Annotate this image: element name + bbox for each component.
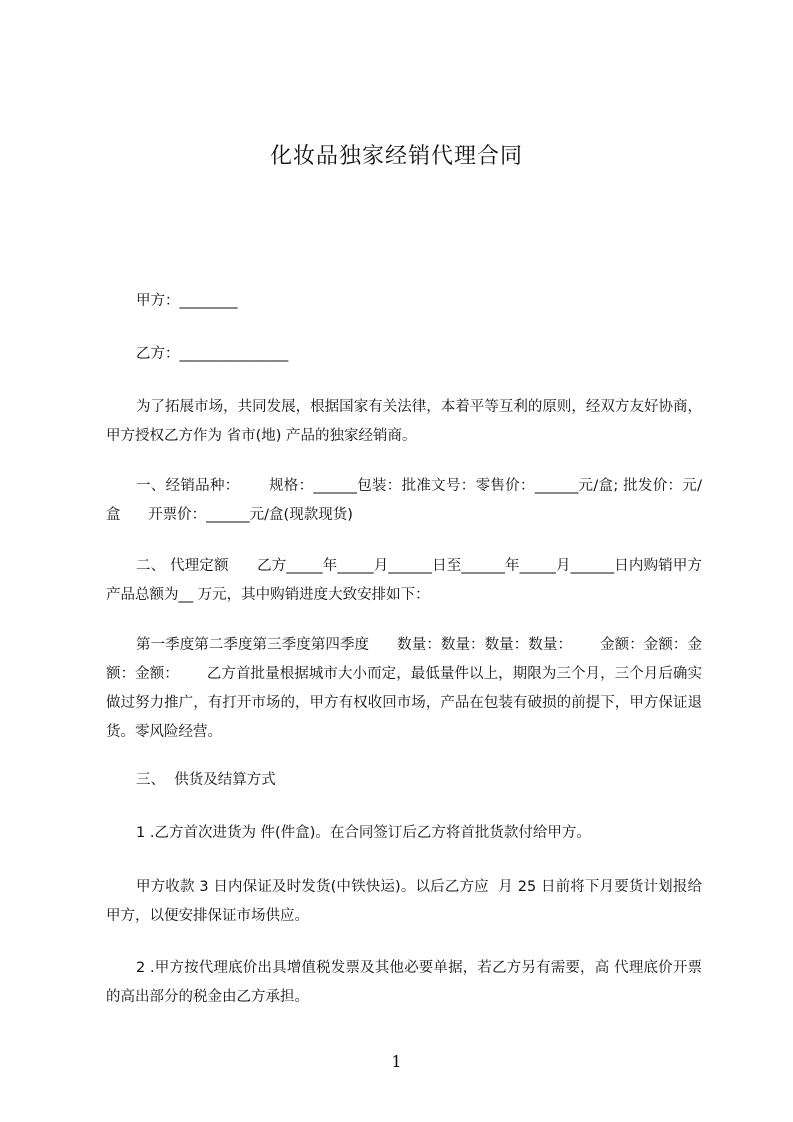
section-1-products: 一、经销品种： 规格：______包装：批准文号：零售价：______元/盒; 批发价：元/盒 开票价：______元/盒(现款现货) xyxy=(106,478,702,523)
section-2-quota: 二、 代理定额 乙方_____年_____月______日至______年_____月______日内购销甲方产品总额为__ 万元，其中购销进度大致安排如下： xyxy=(106,558,702,603)
quarterly-schedule-paragraph: 第一季度第二季度第三季度第四季度 数量：数量：数量：数量： 金额：金额：金额：金额： 乙方首批量根据城市大小而定，最低量件以上，期限为三个月，三个月后确实做过努力推广，有打开市场的，甲方有权收回市场，产品在包装有破损的前提下，甲方保证退货。零风险经营。 xyxy=(106,637,702,740)
section-3-heading: 三、 供货及结算方式 xyxy=(136,772,276,788)
document-title: 化妆品独家经销代理合同 xyxy=(269,144,523,169)
page-number: 1 xyxy=(391,1052,402,1071)
delivery-paragraph: 甲方收款 3 日内保证及时发货(中铁快运)。以后乙方应 月 25 日前将下月要货计划报给甲方，以便安排保证市场供应。 xyxy=(106,879,702,924)
clause-3-1: 1 .乙方首次进货为 件(件盒)。在合同签订后乙方将首批货款付给甲方。 xyxy=(136,825,591,841)
party-a-line: 甲方：________ xyxy=(136,293,238,309)
party-b-line: 乙方：_______________ xyxy=(136,346,289,362)
clause-3-2: 2 .甲方按代理底价出具增值税发票及其他必要单据，若乙方另有需要，高 代理底价开票的高出部分的税金由乙方承担。 xyxy=(106,960,702,1005)
preamble-paragraph: 为了拓展市场，共同发展，根据国家有关法律，本着平等互利的原则，经双方友好协商，甲方授权乙方作为 省市(地) 产品的独家经销商。 xyxy=(106,399,702,444)
